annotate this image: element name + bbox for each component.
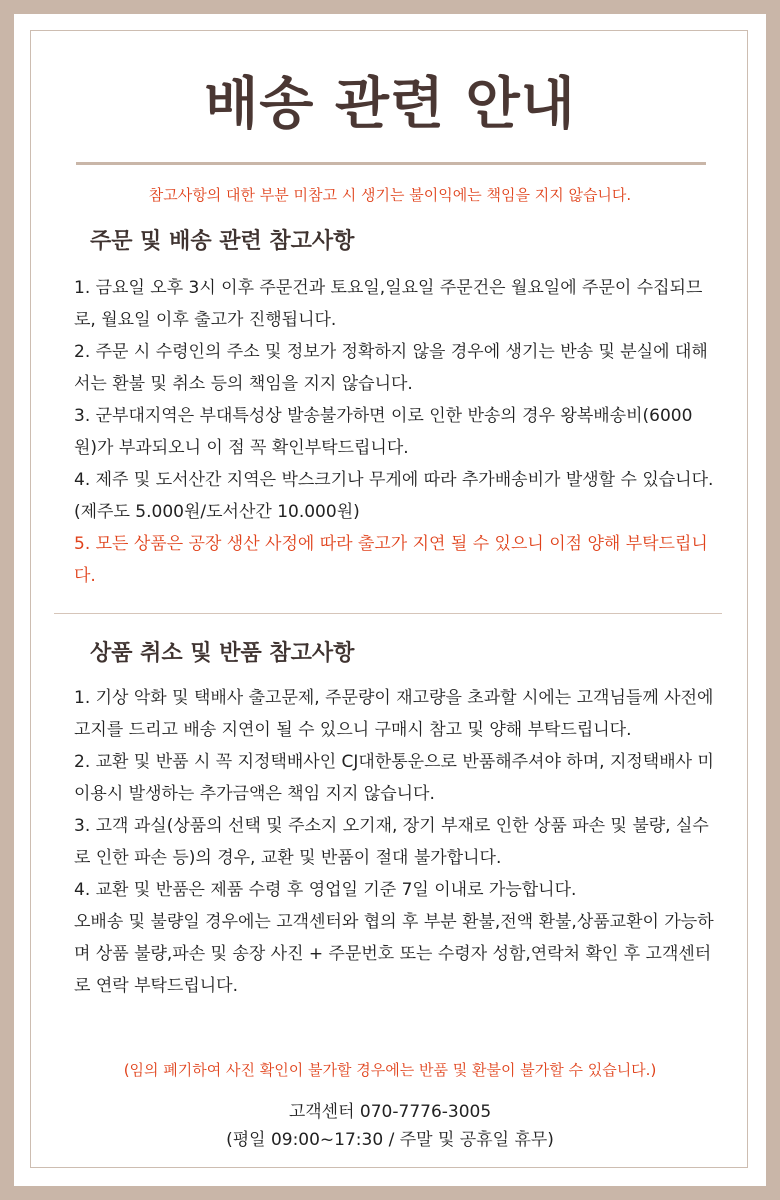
list-item-highlight: 5. 모든 상품은 공장 생산 사정에 따라 출고가 지연 될 수 있으니 이점 양해 부탁드립니다. [74, 534, 708, 586]
list-item: 1. 기상 악화 및 택배사 출고문제, 주문량이 재고량을 초과할 시에는 고객님들께 사전에 고지를 드리고 배송 지연이 될 수 있으니 구매시 참고 및 양해 부탁드립니다. [74, 688, 714, 740]
list-item: 2. 교환 및 반품 시 꼭 지정택배사인 CJ대한통운으로 반품해주셔야 하며, 지정택배사 미 이용시 발생하는 추가금액은 책임 지지 않습니다. [74, 752, 714, 804]
list-item: 2. 주문 시 수령인의 주소 및 정보가 정확하지 않을 경우에 생기는 반송 및 분실에 대해서는 환불 및 취소 등의 책임을 지지 않습니다. [74, 342, 708, 394]
list-item: 3. 군부대지역은 부대특성상 발송불가하면 이로 인한 반송의 경우 왕복배송비(6000원)가 부과되오니 이 점 꼭 확인부탁드립니다. [74, 406, 693, 458]
customer-center-hours: (평일 09:00~17:30 / 주말 및 공휴일 휴무) [226, 1130, 554, 1150]
title-divider [76, 162, 706, 165]
list-item: 3. 고객 과실(상품의 선택 및 주소지 오기재, 장기 부재로 인한 상품 파손 및 불량, 실수로 인한 파손 등)의 경우, 교환 및 반품이 절대 불가합니다. [74, 816, 709, 868]
customer-center-info [0, 1098, 780, 1154]
section-divider [54, 613, 722, 614]
list-item: 4. 제주 및 도서산간 지역은 박스크기나 무게에 따라 추가배송비가 발생할 수 있습니다.(제주도 5.000원/도서산간 10.000원) [74, 470, 714, 522]
order-shipping-list [74, 272, 714, 592]
list-item: 4. 교환 및 반품은 제품 수령 후 영업일 기준 7일 이내로 가능합니다. [74, 880, 577, 900]
disposal-note: (임의 폐기하여 사진 확인이 불가할 경우에는 반품 및 환불이 불가할 수 있습니다.) [123, 1061, 657, 1079]
list-item: 1. 금요일 오후 3시 이후 주문건과 토요일,일요일 주문건은 월요일에 주문이 수집되므로, 월요일 이후 출고가 진행됩니다. [74, 278, 703, 330]
list-item: 오배송 및 불량일 경우에는 고객센터와 협의 후 부분 환불,전액 환불,상품교환이 가능하며 상품 불량,파손 및 송장 사진 + 주문번호 또는 수령자 성함,연락처 확인 후 고객센터로 연락 부탁드립니다. [74, 912, 714, 996]
customer-center-phone: 고객센터 070-7776-3005 [288, 1102, 492, 1122]
section-heading-order-shipping: 주문 및 배송 관련 참고사항 [90, 229, 355, 254]
page-title: 배송 관련 안내 [204, 72, 576, 137]
section-heading-cancel-return: 상품 취소 및 반품 참고사항 [90, 641, 355, 666]
cancel-return-list [74, 682, 714, 1002]
disclaimer-text: 참고사항의 대한 부분 미참고 시 생기는 불이익에는 책임을 지지 않습니다. [148, 186, 632, 204]
